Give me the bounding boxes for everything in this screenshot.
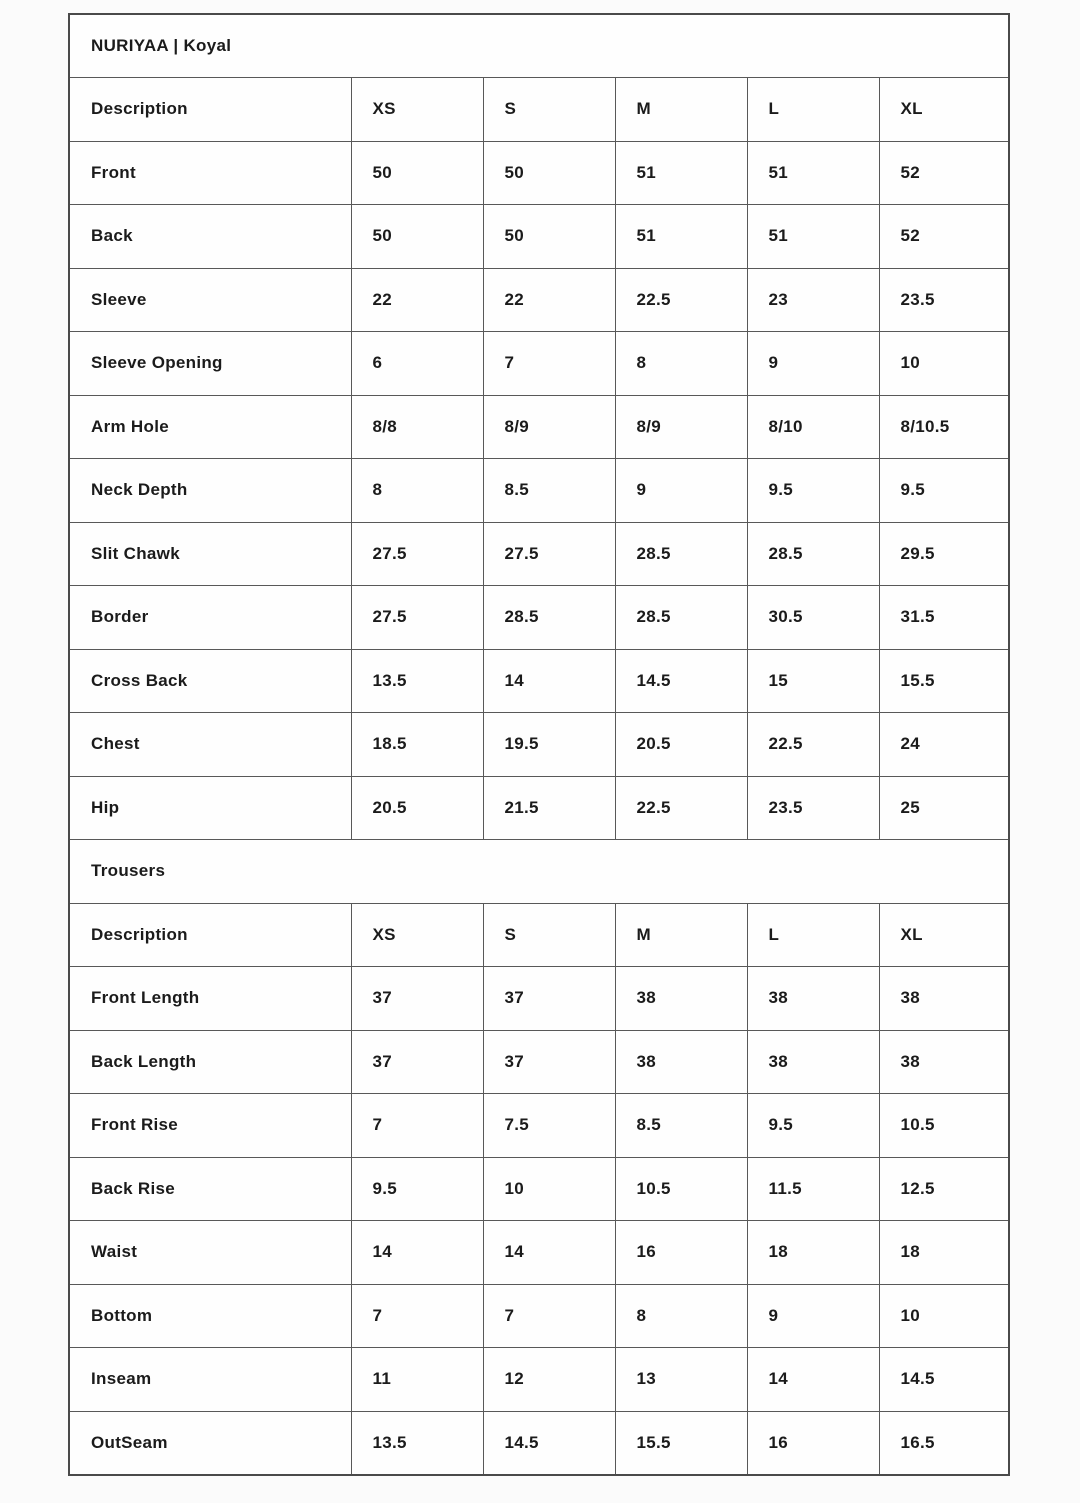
row-label: Arm Hole (69, 395, 351, 459)
size-value: 18 (747, 1221, 879, 1285)
size-value: 20.5 (351, 776, 483, 840)
size-value: 14 (747, 1348, 879, 1412)
size-value: 15.5 (615, 1411, 747, 1475)
column-header-l: L (747, 903, 879, 967)
size-value: 27.5 (483, 522, 615, 586)
row-label: Front Rise (69, 1094, 351, 1158)
column-header-m: M (615, 78, 747, 142)
data-row (69, 1030, 1009, 1094)
size-value: 9 (747, 332, 879, 396)
size-value: 27.5 (351, 586, 483, 650)
size-value: 8/10 (747, 395, 879, 459)
row-label: Back (69, 205, 351, 269)
size-value: 37 (351, 967, 483, 1031)
size-value: 38 (615, 967, 747, 1031)
size-value: 7 (483, 332, 615, 396)
row-label: Waist (69, 1221, 351, 1285)
size-value: 8/8 (351, 395, 483, 459)
size-value: 51 (615, 205, 747, 269)
size-value: 8 (615, 1284, 747, 1348)
size-value: 13.5 (351, 1411, 483, 1475)
size-value: 8/10.5 (879, 395, 1009, 459)
size-value: 29.5 (879, 522, 1009, 586)
column-header-xl: XL (879, 903, 1009, 967)
size-value: 7 (483, 1284, 615, 1348)
row-label: Sleeve Opening (69, 332, 351, 396)
size-value: 28.5 (615, 586, 747, 650)
size-value: 22 (483, 268, 615, 332)
size-value: 9.5 (747, 459, 879, 523)
row-label: Back Rise (69, 1157, 351, 1221)
size-value: 11 (351, 1348, 483, 1412)
data-row (69, 141, 1009, 205)
size-value: 24 (879, 713, 1009, 777)
size-value: 25 (879, 776, 1009, 840)
column-header-xs: XS (351, 78, 483, 142)
size-value: 10 (879, 332, 1009, 396)
size-value: 28.5 (747, 522, 879, 586)
size-value: 13.5 (351, 649, 483, 713)
size-value: 9 (747, 1284, 879, 1348)
size-value: 9.5 (351, 1157, 483, 1221)
size-value: 20.5 (615, 713, 747, 777)
size-value: 38 (879, 1030, 1009, 1094)
size-value: 52 (879, 141, 1009, 205)
size-value: 18.5 (351, 713, 483, 777)
size-chart-table (68, 13, 1010, 1476)
row-label: Chest (69, 713, 351, 777)
size-value: 18 (879, 1221, 1009, 1285)
size-value: 22.5 (615, 776, 747, 840)
size-value: 22 (351, 268, 483, 332)
data-row (69, 967, 1009, 1031)
column-header-xl: XL (879, 78, 1009, 142)
row-label: Neck Depth (69, 459, 351, 523)
data-row (69, 713, 1009, 777)
size-value: 12 (483, 1348, 615, 1412)
size-value: 8 (351, 459, 483, 523)
size-value: 37 (351, 1030, 483, 1094)
size-value: 16 (615, 1221, 747, 1285)
size-value: 38 (747, 1030, 879, 1094)
size-value: 8 (615, 332, 747, 396)
size-value: 11.5 (747, 1157, 879, 1221)
size-value: 6 (351, 332, 483, 396)
row-label: Front Length (69, 967, 351, 1031)
data-row (69, 205, 1009, 269)
data-row (69, 1221, 1009, 1285)
size-value: 19.5 (483, 713, 615, 777)
size-value: 21.5 (483, 776, 615, 840)
size-value: 16.5 (879, 1411, 1009, 1475)
data-row (69, 1348, 1009, 1412)
size-value: 14 (483, 649, 615, 713)
data-row (69, 649, 1009, 713)
column-header-l: L (747, 78, 879, 142)
row-label: Front (69, 141, 351, 205)
row-label: Slit Chawk (69, 522, 351, 586)
section-label-trousers: Trousers (69, 840, 1009, 904)
data-row (69, 586, 1009, 650)
column-header-xs: XS (351, 903, 483, 967)
size-value: 14.5 (615, 649, 747, 713)
size-value: 23.5 (747, 776, 879, 840)
row-label: Hip (69, 776, 351, 840)
row-label: Inseam (69, 1348, 351, 1412)
size-value: 22.5 (747, 713, 879, 777)
data-row (69, 1157, 1009, 1221)
data-row (69, 1094, 1009, 1158)
size-value: 14.5 (879, 1348, 1009, 1412)
size-value: 14 (351, 1221, 483, 1285)
size-value: 28.5 (615, 522, 747, 586)
size-value: 51 (615, 141, 747, 205)
size-value: 52 (879, 205, 1009, 269)
size-value: 7 (351, 1284, 483, 1348)
size-value: 8.5 (483, 459, 615, 523)
size-value: 51 (747, 205, 879, 269)
size-value: 14 (483, 1221, 615, 1285)
data-row (69, 268, 1009, 332)
size-value: 27.5 (351, 522, 483, 586)
size-table-body (69, 14, 1009, 1475)
size-value: 8.5 (615, 1094, 747, 1158)
size-value: 50 (483, 141, 615, 205)
section-label-row-trousers (69, 840, 1009, 904)
column-header-description: Description (69, 903, 351, 967)
row-label: Sleeve (69, 268, 351, 332)
size-value: 38 (879, 967, 1009, 1031)
size-value: 10 (879, 1284, 1009, 1348)
size-value: 15.5 (879, 649, 1009, 713)
size-chart-sheet (68, 13, 1008, 1473)
size-value: 8/9 (483, 395, 615, 459)
size-value: 9 (615, 459, 747, 523)
data-row (69, 332, 1009, 396)
size-value: 37 (483, 967, 615, 1031)
column-header-description: Description (69, 78, 351, 142)
size-value: 50 (483, 205, 615, 269)
data-row (69, 1284, 1009, 1348)
size-value: 51 (747, 141, 879, 205)
size-value: 7 (351, 1094, 483, 1158)
size-value: 9.5 (747, 1094, 879, 1158)
row-label: Bottom (69, 1284, 351, 1348)
row-label: OutSeam (69, 1411, 351, 1475)
size-value: 8/9 (615, 395, 747, 459)
size-value: 38 (615, 1030, 747, 1094)
size-value: 14.5 (483, 1411, 615, 1475)
size-value: 38 (747, 967, 879, 1031)
data-row (69, 395, 1009, 459)
size-value: 13 (615, 1348, 747, 1412)
size-value: 31.5 (879, 586, 1009, 650)
row-label: Border (69, 586, 351, 650)
size-value: 28.5 (483, 586, 615, 650)
size-value: 50 (351, 141, 483, 205)
data-row (69, 459, 1009, 523)
column-header-s: S (483, 78, 615, 142)
column-header-s: S (483, 903, 615, 967)
size-value: 12.5 (879, 1157, 1009, 1221)
data-row (69, 776, 1009, 840)
header-row-kurta (69, 78, 1009, 142)
size-value: 7.5 (483, 1094, 615, 1158)
size-value: 37 (483, 1030, 615, 1094)
size-value: 22.5 (615, 268, 747, 332)
data-row (69, 522, 1009, 586)
row-label: Cross Back (69, 649, 351, 713)
column-header-m: M (615, 903, 747, 967)
table-title: NURIYAA | Koyal (69, 14, 1009, 78)
size-value: 10.5 (615, 1157, 747, 1221)
header-row-trousers (69, 903, 1009, 967)
size-value: 9.5 (879, 459, 1009, 523)
data-row (69, 1411, 1009, 1475)
size-value: 10 (483, 1157, 615, 1221)
size-value: 10.5 (879, 1094, 1009, 1158)
size-value: 23.5 (879, 268, 1009, 332)
size-value: 50 (351, 205, 483, 269)
row-label: Back Length (69, 1030, 351, 1094)
size-value: 23 (747, 268, 879, 332)
size-value: 16 (747, 1411, 879, 1475)
size-value: 15 (747, 649, 879, 713)
size-value: 30.5 (747, 586, 879, 650)
table-title-row (69, 14, 1009, 78)
